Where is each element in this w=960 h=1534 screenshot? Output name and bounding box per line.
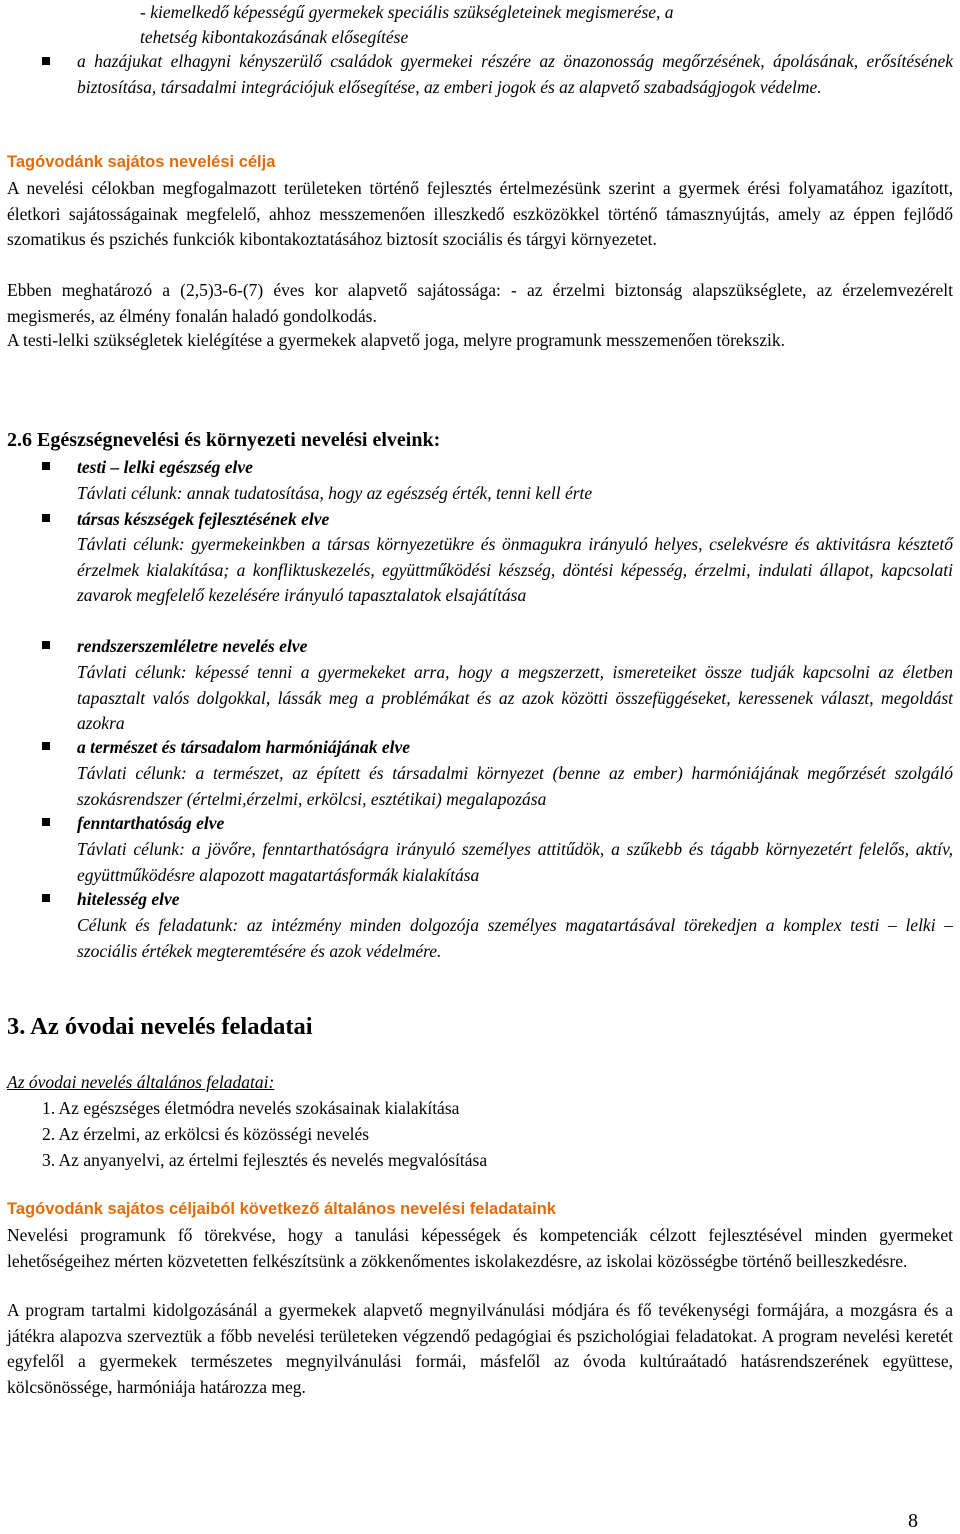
section-heading: Tagóvodánk sajátos nevelési célja xyxy=(7,153,276,171)
bullet-square-icon xyxy=(42,641,54,653)
bullet-square-icon xyxy=(42,818,54,830)
principle-title: fenntarthatóság elve xyxy=(77,813,225,833)
section-heading: Tagóvodánk sajátos céljaiból következő általános nevelési feladataink xyxy=(7,1200,556,1218)
list-item: 3. Az anyanyelvi, az értelmi fejlesztés és nevelés megvalósítása xyxy=(42,1150,488,1170)
bullet-square-icon xyxy=(42,894,54,906)
principle-title: társas készségek fejlesztésének elve xyxy=(77,509,330,529)
principle-title: a természet és társadalom harmóniájának elve xyxy=(77,737,410,757)
principle-title: rendszerszemléletre nevelés elve xyxy=(77,636,308,656)
paragraph: Ebben meghatározó a (2,5)3-6-(7) éves kor alapvető sajátossága: - az érzelmi biztonság alapszükséglete, az érzelemvezérelt megismerés, az élmény fonalán haladó gondolkodás. xyxy=(7,280,953,326)
paragraph: A testi-lelki szükségletek kielégítése a gyermekek alapvető joga, melyre programunk messzemenően törekszik. xyxy=(7,330,785,350)
chapter-heading: 3. Az óvodai nevelés feladatai xyxy=(7,1013,313,1040)
principle-text: Távlati célunk: annak tudatosítása, hogy az egészség érték, tenni kell érte xyxy=(77,483,593,503)
bullet-square-icon xyxy=(42,57,54,69)
principle-title: hitelesség elve xyxy=(77,889,180,909)
bullet-text: a hazájukat elhagyni kényszerülő családok gyermekei részére az önazonosság megőrzésének, ápolásának, erősítésének biztosítása, társadalmi integrációjuk elősegítése, az emberi jogok és az alapvető szabadságjogok védelme. xyxy=(77,51,953,97)
principle-text: Távlati célunk: képessé tenni a gyermekeket arra, hogy a megszerzett, ismereteiket össze tudják kapcsolni az életben tapasztalt valós dolgokkal, lássák meg a problémákat és az azok közötti összefüggéseket, keressenek választ, megoldást azokra xyxy=(77,662,953,733)
continuation-line: - kiemelkedő képességű gyermekek speciális szükségleteinek megismerése, a xyxy=(140,2,674,22)
principle-text: Távlati célunk: a jövőre, fenntarthatóságra irányuló személyes attitűdök, a szűkebb és tágabb környezetért felelős, aktív, együttműködésre alapozott magatartásformák kialakítása xyxy=(77,839,953,885)
principle-text: Célunk és feladatunk: az intézmény minden dolgozója személyes magatartásával törekedjen a komplex testi – lelki – szociális értékek megteremtésére és azok védelmére. xyxy=(77,915,953,961)
continuation-line: tehetség kibontakozásának elősegítése xyxy=(140,27,409,47)
page-number: 8 xyxy=(908,1509,918,1532)
list-item: 1. Az egészséges életmódra nevelés szokásainak kialakítása xyxy=(42,1098,460,1118)
paragraph: A nevelési célokban megfogalmazott területeken történő fejlesztés értelmezésünk szerint a gyermek érési folyamatához igazított, életkori sajátosságainak megfelelő, ahhoz messzemenően illeszkedő eszközökkel történő támasznyújtás, amely az éppen fejlődő szomatikus és pszichés funkciók kibontakoztatásához biztosít szociális és tárgyi környezetet. xyxy=(7,178,953,249)
bullet-square-icon xyxy=(42,462,54,474)
principle-title: testi – lelki egészség elve xyxy=(77,457,253,477)
principle-text: Távlati célunk: a természet, az épített és társadalmi környezet (benne az ember) harmóniájának megőrzését szolgáló szokásrendszer (értelmi,érzelmi, erkölcsi, esztétikai) megalapozása xyxy=(77,763,953,809)
paragraph: Nevelési programunk fő törekvése, hogy a tanulási képességek és kompetenciák célzott fejlesztésével minden gyermeket lehetőségeihez mérten közvetetten felkészítsünk a zökkenőmentes iskolakezdésre, az iskolai közösségbe történő beilleszkedésre. xyxy=(7,1225,953,1271)
bullet-square-icon xyxy=(42,742,54,754)
paragraph: A program tartalmi kidolgozásánál a gyermekek alapvető megnyilvánulási módjára és fő tevékenységi formájára, a mozgásra és a játékra alapozva szerveztük a főbb nevelési területeken végzendő pedagógiai és pszichológiai feladatokat. A program nevelési keretét egyfelől a gyermekek természetes megnyilvánulási formái, másfelől az óvoda kultúraátadó hatásrendszerének együttese, kölcsönössége, harmóniája határozza meg. xyxy=(7,1300,953,1397)
principle-text: Távlati célunk: gyermekeinkben a társas környezetükre és önmagukra irányuló helyes, cselekvésre és aktivitásra késztető érzelmek kialakítása; a konfliktuskezelés, együttműködési készség, döntési képesség, érzelmi, indulati állapot, kapcsolati zavarok megfelelő kezelésére irányuló tapasztalatok elsajátítása xyxy=(77,534,953,605)
list-item: 2. Az érzelmi, az erkölcsi és közösségi nevelés xyxy=(42,1124,370,1144)
section-heading: 2.6 Egészségnevelési és környezeti nevelési elveink: xyxy=(7,429,441,451)
subheading: Az óvodai nevelés általános feladatai: xyxy=(7,1072,275,1092)
bullet-square-icon xyxy=(42,514,54,526)
